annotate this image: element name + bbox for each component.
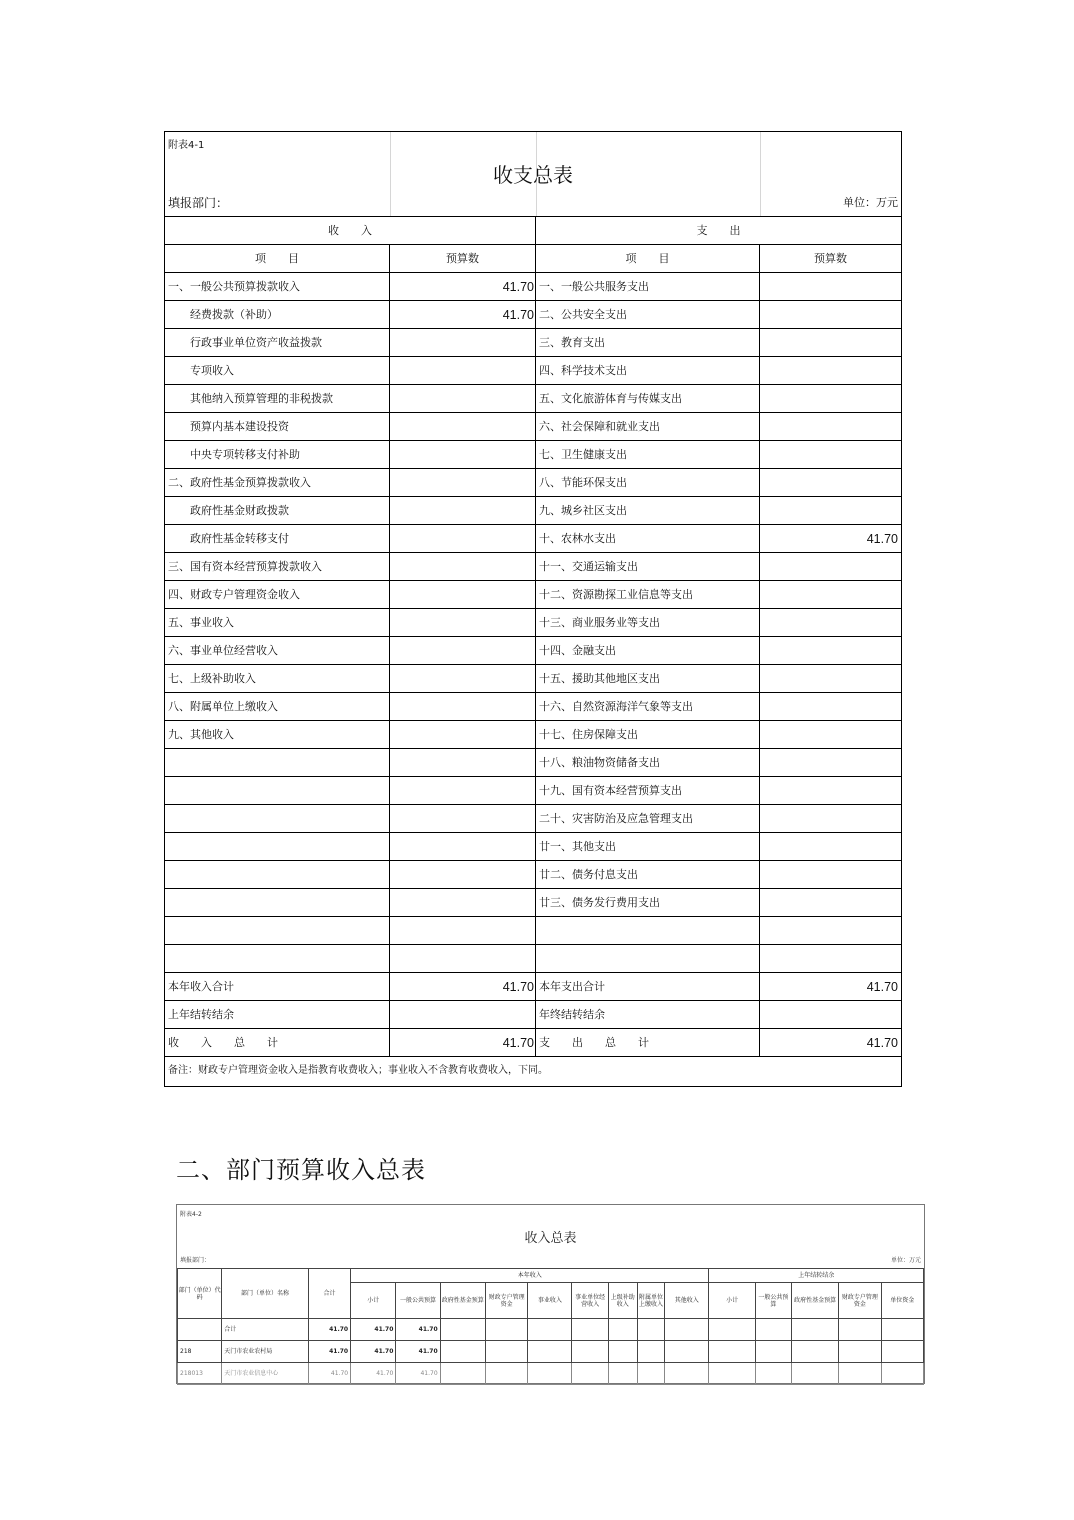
expense-item: 十七、住房保障支出 — [536, 721, 760, 749]
income-item — [165, 833, 390, 861]
empty-cell — [881, 1341, 923, 1363]
table-cell: 41.70 — [396, 1319, 440, 1341]
col-header: 财政专户管理资金 — [839, 1283, 881, 1319]
col-header: 一般公共预算 — [755, 1283, 791, 1319]
income-item: 二、政府性基金预算拨款收入 — [165, 469, 390, 497]
table-cell: 41.70 — [351, 1341, 396, 1363]
department-label-2: 填报部门： — [180, 1257, 211, 1264]
income-value — [390, 413, 536, 441]
income-item: 预算内基本建设投资 — [165, 413, 390, 441]
income-value — [390, 329, 536, 357]
expense-item: 十八、粮油物资储备支出 — [536, 749, 760, 777]
table-cell: 41.70 — [351, 1363, 396, 1385]
table-row — [165, 609, 901, 637]
income-item — [165, 777, 390, 805]
col-header: 附属单位上缴收入 — [637, 1283, 664, 1319]
col-header: 单位资金 — [881, 1283, 923, 1319]
expense-item: 十三、商业服务业等支出 — [536, 609, 760, 637]
income-value — [390, 441, 536, 469]
empty-cell — [637, 1363, 664, 1385]
expense-value: 41.70 — [760, 973, 901, 1001]
expense-item-header: 项 目 — [536, 245, 760, 273]
expense-item: 十九、国有资本经营预算支出 — [536, 777, 760, 805]
expense-value — [760, 777, 901, 805]
table-title: 收支总表 — [493, 163, 573, 187]
empty-cell — [709, 1319, 755, 1341]
empty-cell — [709, 1341, 755, 1363]
income-item: 七、上级补助收入 — [165, 665, 390, 693]
empty-cell — [572, 1319, 608, 1341]
expense-value — [760, 637, 901, 665]
expense-item: 本年支出合计 — [536, 973, 760, 1001]
table-row — [178, 1319, 924, 1341]
income-value — [390, 861, 536, 889]
income-value — [390, 665, 536, 693]
income-value — [390, 693, 536, 721]
col-header: 财政专户管理资金 — [485, 1283, 527, 1319]
income-value — [390, 777, 536, 805]
group-prior-balance: 上年结转结余 — [709, 1269, 924, 1283]
income-item: 五、事业收入 — [165, 609, 390, 637]
expense-value — [760, 413, 901, 441]
income-item — [165, 917, 390, 945]
table-row — [165, 973, 901, 1001]
empty-cell — [665, 1319, 709, 1341]
income-value — [390, 581, 536, 609]
col-dept-code: 部门（单位）代码 — [178, 1269, 222, 1319]
expense-item: 十五、援助其他地区支出 — [536, 665, 760, 693]
table-row — [165, 525, 901, 553]
empty-cell — [440, 1319, 485, 1341]
empty-cell — [839, 1319, 881, 1341]
col-header: 小计 — [709, 1283, 755, 1319]
income-header: 收 入 — [165, 217, 536, 245]
empty-cell — [665, 1341, 709, 1363]
empty-cell — [665, 1363, 709, 1385]
expense-item: 年终结转结余 — [536, 1001, 760, 1029]
expense-item — [536, 917, 760, 945]
expense-item: 八、节能环保支出 — [536, 469, 760, 497]
empty-cell — [528, 1341, 572, 1363]
income-summary-table — [176, 1204, 925, 1384]
empty-cell — [839, 1341, 881, 1363]
expense-item: 二、公共安全支出 — [536, 301, 760, 329]
unit-label: 单位：万元 — [843, 196, 898, 209]
table-row — [165, 637, 901, 665]
table-row — [165, 833, 901, 861]
expense-item: 五、文化旅游体育与传媒支出 — [536, 385, 760, 413]
income-item: 八、附属单位上缴收入 — [165, 693, 390, 721]
table-cell: 41.70 — [308, 1341, 350, 1363]
section-heading: 二、部门预算收入总表 — [176, 1156, 426, 1184]
income-value — [390, 469, 536, 497]
income-value — [390, 1001, 536, 1029]
expense-value — [760, 581, 901, 609]
income-item: 九、其他收入 — [165, 721, 390, 749]
table-cell: 41.70 — [351, 1319, 396, 1341]
table-row — [165, 1029, 901, 1057]
table-cell: 合计 — [222, 1319, 309, 1341]
table-row — [165, 497, 901, 525]
expense-item: 支 出 总 计 — [536, 1029, 760, 1057]
table-row — [165, 301, 901, 329]
expense-item: 十二、资源勘探工业信息等支出 — [536, 581, 760, 609]
income-item: 政府性基金财政拨款 — [165, 497, 390, 525]
col-header: 一般公共预算 — [396, 1283, 440, 1319]
table-cell: 41.70 — [396, 1363, 440, 1385]
income-item: 一、一般公共预算拨款收入 — [165, 273, 390, 301]
income-value — [390, 833, 536, 861]
col-total: 合计 — [308, 1269, 350, 1319]
expense-value — [760, 805, 901, 833]
expense-value — [760, 553, 901, 581]
income-summary-grid — [177, 1268, 924, 1385]
empty-cell — [485, 1363, 527, 1385]
expense-item: 九、城乡社区支出 — [536, 497, 760, 525]
income-value — [390, 525, 536, 553]
empty-cell — [608, 1319, 637, 1341]
expense-value — [760, 329, 901, 357]
expense-item: 一、一般公共服务支出 — [536, 273, 760, 301]
income-item: 上年结转结余 — [165, 1001, 390, 1029]
col-header: 政府性基金预算 — [440, 1283, 485, 1319]
empty-cell — [709, 1363, 755, 1385]
income-item: 六、事业单位经营收入 — [165, 637, 390, 665]
expense-item: 三、教育支出 — [536, 329, 760, 357]
expense-item: 廿一、其他支出 — [536, 833, 760, 861]
income-value — [390, 945, 536, 973]
income-value — [390, 553, 536, 581]
table-row — [178, 1341, 924, 1363]
expense-item: 十、农林水支出 — [536, 525, 760, 553]
table-cell: 41.70 — [308, 1363, 350, 1385]
expense-value — [760, 497, 901, 525]
empty-cell — [791, 1341, 838, 1363]
table-row — [165, 357, 901, 385]
empty-cell — [791, 1319, 838, 1341]
empty-cell — [608, 1363, 637, 1385]
empty-cell — [572, 1363, 608, 1385]
table-row — [165, 385, 901, 413]
empty-cell — [608, 1341, 637, 1363]
empty-cell — [528, 1363, 572, 1385]
col-header: 上级补助收入 — [608, 1283, 637, 1319]
empty-cell — [755, 1319, 791, 1341]
income-expense-summary-table — [164, 131, 902, 1087]
empty-cell — [528, 1319, 572, 1341]
income-item — [165, 749, 390, 777]
income-value: 41.70 — [390, 301, 536, 329]
income-value — [390, 889, 536, 917]
table-row — [165, 1001, 901, 1029]
attachment-label: 附表4-1 — [168, 140, 205, 151]
unit-label-2: 单位：万元 — [890, 1257, 921, 1264]
table-row — [165, 749, 901, 777]
expense-item: 十一、交通运输支出 — [536, 553, 760, 581]
expense-value — [760, 693, 901, 721]
table-row — [165, 665, 901, 693]
expense-value — [760, 721, 901, 749]
expense-item: 十四、金融支出 — [536, 637, 760, 665]
table-row — [165, 721, 901, 749]
empty-cell — [755, 1363, 791, 1385]
col-dept-name: 部门（单位）名称 — [222, 1269, 309, 1319]
expense-value: 41.70 — [760, 1029, 901, 1057]
expense-header: 支 出 — [536, 217, 901, 245]
income-item: 政府性基金转移支付 — [165, 525, 390, 553]
empty-cell — [881, 1319, 923, 1341]
expense-value — [760, 1001, 901, 1029]
table-cell: 218013 — [178, 1363, 222, 1385]
expense-item: 四、科学技术支出 — [536, 357, 760, 385]
income-item: 专项收入 — [165, 357, 390, 385]
income-value — [390, 357, 536, 385]
empty-cell — [755, 1341, 791, 1363]
table-cell — [178, 1319, 222, 1341]
income-value — [390, 917, 536, 945]
expense-value — [760, 889, 901, 917]
col-header: 其他收入 — [665, 1283, 709, 1319]
table-row — [165, 861, 901, 889]
expense-value — [760, 917, 901, 945]
table-cell: 天门市农业信息中心 — [222, 1363, 309, 1385]
empty-cell — [839, 1363, 881, 1385]
empty-cell — [637, 1319, 664, 1341]
income-value: 41.70 — [390, 973, 536, 1001]
income-item: 中央专项转移支付补助 — [165, 441, 390, 469]
expense-item: 六、社会保障和就业支出 — [536, 413, 760, 441]
empty-cell — [485, 1341, 527, 1363]
empty-cell — [791, 1363, 838, 1385]
table-row — [165, 777, 901, 805]
income-item-header: 项 目 — [165, 245, 390, 273]
income-value — [390, 609, 536, 637]
expense-value — [760, 609, 901, 637]
expense-value — [760, 385, 901, 413]
income-value — [390, 805, 536, 833]
expense-value — [760, 861, 901, 889]
table-row — [165, 329, 901, 357]
expense-value — [760, 749, 901, 777]
income-item — [165, 889, 390, 917]
income-item: 经费拨款（补助） — [165, 301, 390, 329]
income-item — [165, 945, 390, 973]
table-cell: 41.70 — [396, 1341, 440, 1363]
table-cell: 218 — [178, 1341, 222, 1363]
table-row — [165, 581, 901, 609]
department-label: 填报部门： — [168, 196, 229, 210]
table-row — [165, 889, 901, 917]
table-row — [165, 693, 901, 721]
expense-item: 廿二、债务付息支出 — [536, 861, 760, 889]
table-cell: 41.70 — [308, 1319, 350, 1341]
income-value — [390, 497, 536, 525]
table-cell: 天门市农业农村局 — [222, 1341, 309, 1363]
empty-cell — [440, 1363, 485, 1385]
empty-cell — [637, 1341, 664, 1363]
table2-title: 收入总表 — [524, 1231, 577, 1246]
table-row — [165, 413, 901, 441]
expense-value — [760, 273, 901, 301]
empty-cell — [440, 1341, 485, 1363]
expense-value — [760, 469, 901, 497]
income-value: 41.70 — [390, 1029, 536, 1057]
table-row — [165, 273, 901, 301]
table-row — [165, 945, 901, 973]
income-value — [390, 749, 536, 777]
col-header: 政府性基金预算 — [791, 1283, 838, 1319]
col-header: 事业单位经营收入 — [572, 1283, 608, 1319]
expense-budget-header: 预算数 — [760, 245, 901, 273]
expense-value: 41.70 — [760, 525, 901, 553]
expense-item: 七、卫生健康支出 — [536, 441, 760, 469]
income-item: 本年收入合计 — [165, 973, 390, 1001]
empty-cell — [485, 1319, 527, 1341]
income-item: 四、财政专户管理资金收入 — [165, 581, 390, 609]
expense-value — [760, 833, 901, 861]
table-row — [178, 1363, 924, 1385]
group-current-year: 本年收入 — [351, 1269, 709, 1283]
col-header: 小计 — [351, 1283, 396, 1319]
table-row — [165, 917, 901, 945]
income-item: 三、国有资本经营预算拨款收入 — [165, 553, 390, 581]
income-item: 其他纳入预算管理的非税拨款 — [165, 385, 390, 413]
income-value — [390, 721, 536, 749]
attachment-label-2: 附表4-2 — [180, 1211, 202, 1218]
table-note: 备注：财政专户管理资金收入是指教育收费收入；事业收入不含教育收费收入，下同。 — [168, 1065, 548, 1076]
income-item — [165, 861, 390, 889]
table-row — [165, 805, 901, 833]
empty-cell — [881, 1363, 923, 1385]
expense-value — [760, 945, 901, 973]
expense-item: 十六、自然资源海洋气象等支出 — [536, 693, 760, 721]
table-row — [165, 553, 901, 581]
expense-item: 二十、灾害防治及应急管理支出 — [536, 805, 760, 833]
income-budget-header: 预算数 — [390, 245, 536, 273]
income-value — [390, 637, 536, 665]
expense-item — [536, 945, 760, 973]
table-row — [165, 441, 901, 469]
income-item: 收 入 总 计 — [165, 1029, 390, 1057]
expense-value — [760, 301, 901, 329]
table-row — [165, 469, 901, 497]
income-item — [165, 805, 390, 833]
expense-item: 廿三、债务发行费用支出 — [536, 889, 760, 917]
expense-value — [760, 357, 901, 385]
col-header: 事业收入 — [528, 1283, 572, 1319]
income-value — [390, 385, 536, 413]
income-value: 41.70 — [390, 273, 536, 301]
expense-value — [760, 665, 901, 693]
empty-cell — [572, 1341, 608, 1363]
expense-value — [760, 441, 901, 469]
income-item: 行政事业单位资产收益拨款 — [165, 329, 390, 357]
